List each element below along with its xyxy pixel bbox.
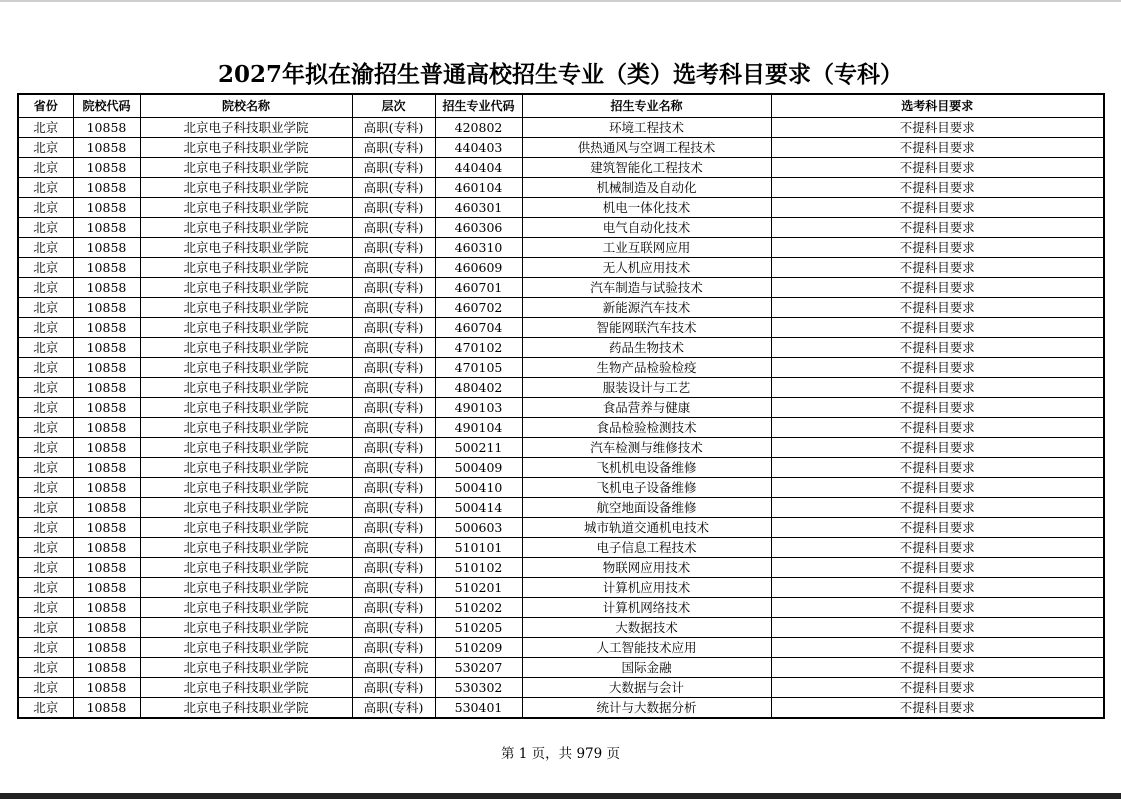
table-row bbox=[18, 218, 1104, 238]
cell-school-name: 北京电子科技职业学院 bbox=[140, 178, 352, 198]
cell-subject-requirement: 不提科目要求 bbox=[771, 118, 1104, 138]
table-row bbox=[18, 378, 1104, 398]
header-province: 省份 bbox=[18, 94, 73, 118]
cell-school-code: 10858 bbox=[73, 258, 140, 278]
cell-level: 高职(专科) bbox=[352, 458, 435, 478]
cell-province: 北京 bbox=[18, 418, 73, 438]
table-row bbox=[18, 138, 1104, 158]
cell-major-name: 供热通风与空调工程技术 bbox=[522, 138, 771, 158]
cell-school-name: 北京电子科技职业学院 bbox=[140, 378, 352, 398]
cell-subject-requirement: 不提科目要求 bbox=[771, 618, 1104, 638]
cell-school-name: 北京电子科技职业学院 bbox=[140, 418, 352, 438]
cell-major-code: 460306 bbox=[435, 218, 522, 238]
table-row bbox=[18, 398, 1104, 418]
cell-school-code: 10858 bbox=[73, 338, 140, 358]
cell-school-code: 10858 bbox=[73, 518, 140, 538]
cell-subject-requirement: 不提科目要求 bbox=[771, 358, 1104, 378]
cell-school-name: 北京电子科技职业学院 bbox=[140, 658, 352, 678]
cell-province: 北京 bbox=[18, 678, 73, 698]
cell-school-code: 10858 bbox=[73, 178, 140, 198]
cell-subject-requirement: 不提科目要求 bbox=[771, 158, 1104, 178]
cell-major-code: 440403 bbox=[435, 138, 522, 158]
cell-school-code: 10858 bbox=[73, 558, 140, 578]
cell-province: 北京 bbox=[18, 278, 73, 298]
cell-school-code: 10858 bbox=[73, 198, 140, 218]
cell-school-name: 北京电子科技职业学院 bbox=[140, 358, 352, 378]
cell-subject-requirement: 不提科目要求 bbox=[771, 258, 1104, 278]
cell-province: 北京 bbox=[18, 698, 73, 719]
cell-subject-requirement: 不提科目要求 bbox=[771, 678, 1104, 698]
cell-province: 北京 bbox=[18, 378, 73, 398]
cell-subject-requirement: 不提科目要求 bbox=[771, 198, 1104, 218]
table-header-row bbox=[18, 94, 1104, 118]
table-row bbox=[18, 278, 1104, 298]
cell-province: 北京 bbox=[18, 498, 73, 518]
cell-subject-requirement: 不提科目要求 bbox=[771, 578, 1104, 598]
table-row bbox=[18, 238, 1104, 258]
cell-subject-requirement: 不提科目要求 bbox=[771, 318, 1104, 338]
cell-major-code: 460609 bbox=[435, 258, 522, 278]
cell-level: 高职(专科) bbox=[352, 358, 435, 378]
cell-subject-requirement: 不提科目要求 bbox=[771, 138, 1104, 158]
cell-major-name: 国际金融 bbox=[522, 658, 771, 678]
cell-major-name: 新能源汽车技术 bbox=[522, 298, 771, 318]
cell-subject-requirement: 不提科目要求 bbox=[771, 458, 1104, 478]
cell-school-code: 10858 bbox=[73, 598, 140, 618]
cell-subject-requirement: 不提科目要求 bbox=[771, 658, 1104, 678]
cell-major-code: 420802 bbox=[435, 118, 522, 138]
cell-major-code: 500211 bbox=[435, 438, 522, 458]
cell-school-code: 10858 bbox=[73, 538, 140, 558]
cell-school-name: 北京电子科技职业学院 bbox=[140, 578, 352, 598]
header-major-code: 招生专业代码 bbox=[435, 94, 522, 118]
table-row bbox=[18, 478, 1104, 498]
table-row bbox=[18, 498, 1104, 518]
cell-major-code: 510101 bbox=[435, 538, 522, 558]
cell-province: 北京 bbox=[18, 358, 73, 378]
cell-school-name: 北京电子科技职业学院 bbox=[140, 518, 352, 538]
cell-subject-requirement: 不提科目要求 bbox=[771, 278, 1104, 298]
cell-major-name: 食品检验检测技术 bbox=[522, 418, 771, 438]
table-row bbox=[18, 598, 1104, 618]
table-row bbox=[18, 658, 1104, 678]
cell-school-name: 北京电子科技职业学院 bbox=[140, 318, 352, 338]
table-row bbox=[18, 318, 1104, 338]
cell-school-code: 10858 bbox=[73, 638, 140, 658]
cell-school-name: 北京电子科技职业学院 bbox=[140, 558, 352, 578]
cell-level: 高职(专科) bbox=[352, 678, 435, 698]
cell-level: 高职(专科) bbox=[352, 578, 435, 598]
cell-level: 高职(专科) bbox=[352, 618, 435, 638]
cell-school-name: 北京电子科技职业学院 bbox=[140, 678, 352, 698]
cell-province: 北京 bbox=[18, 598, 73, 618]
cell-major-name: 物联网应用技术 bbox=[522, 558, 771, 578]
cell-major-name: 环境工程技术 bbox=[522, 118, 771, 138]
cell-major-name: 电气自动化技术 bbox=[522, 218, 771, 238]
cell-school-code: 10858 bbox=[73, 458, 140, 478]
cell-major-code: 460702 bbox=[435, 298, 522, 318]
cell-level: 高职(专科) bbox=[352, 258, 435, 278]
cell-major-name: 航空地面设备维修 bbox=[522, 498, 771, 518]
table-row bbox=[18, 178, 1104, 198]
cell-major-code: 440404 bbox=[435, 158, 522, 178]
cell-school-name: 北京电子科技职业学院 bbox=[140, 218, 352, 238]
cell-major-name: 药品生物技术 bbox=[522, 338, 771, 358]
table-row bbox=[18, 558, 1104, 578]
cell-subject-requirement: 不提科目要求 bbox=[771, 438, 1104, 458]
cell-province: 北京 bbox=[18, 518, 73, 538]
cell-major-code: 500603 bbox=[435, 518, 522, 538]
cell-subject-requirement: 不提科目要求 bbox=[771, 378, 1104, 398]
cell-major-name: 城市轨道交通机电技术 bbox=[522, 518, 771, 538]
cell-major-code: 530207 bbox=[435, 658, 522, 678]
cell-level: 高职(专科) bbox=[352, 338, 435, 358]
cell-province: 北京 bbox=[18, 618, 73, 638]
cell-school-code: 10858 bbox=[73, 378, 140, 398]
cell-level: 高职(专科) bbox=[352, 178, 435, 198]
cell-school-name: 北京电子科技职业学院 bbox=[140, 458, 352, 478]
cell-province: 北京 bbox=[18, 338, 73, 358]
cell-level: 高职(专科) bbox=[352, 318, 435, 338]
table-row bbox=[18, 638, 1104, 658]
cell-school-name: 北京电子科技职业学院 bbox=[140, 498, 352, 518]
cell-major-name: 机电一体化技术 bbox=[522, 198, 771, 218]
cell-major-name: 电子信息工程技术 bbox=[522, 538, 771, 558]
cell-major-name: 大数据与会计 bbox=[522, 678, 771, 698]
cell-major-name: 飞机电子设备维修 bbox=[522, 478, 771, 498]
header-school-code: 院校代码 bbox=[73, 94, 140, 118]
cell-major-code: 470102 bbox=[435, 338, 522, 358]
cell-school-name: 北京电子科技职业学院 bbox=[140, 438, 352, 458]
table-row bbox=[18, 338, 1104, 358]
cell-school-name: 北京电子科技职业学院 bbox=[140, 478, 352, 498]
cell-province: 北京 bbox=[18, 398, 73, 418]
cell-major-code: 530401 bbox=[435, 698, 522, 719]
cell-school-code: 10858 bbox=[73, 158, 140, 178]
cell-subject-requirement: 不提科目要求 bbox=[771, 538, 1104, 558]
cell-major-code: 510202 bbox=[435, 598, 522, 618]
cell-major-name: 服装设计与工艺 bbox=[522, 378, 771, 398]
cell-major-code: 470105 bbox=[435, 358, 522, 378]
cell-major-name: 汽车检测与维修技术 bbox=[522, 438, 771, 458]
cell-level: 高职(专科) bbox=[352, 278, 435, 298]
bottom-edge-bar bbox=[0, 793, 1121, 799]
cell-subject-requirement: 不提科目要求 bbox=[771, 498, 1104, 518]
cell-major-code: 490103 bbox=[435, 398, 522, 418]
cell-school-name: 北京电子科技职业学院 bbox=[140, 278, 352, 298]
cell-province: 北京 bbox=[18, 238, 73, 258]
cell-school-code: 10858 bbox=[73, 218, 140, 238]
table-row bbox=[18, 458, 1104, 478]
cell-level: 高职(专科) bbox=[352, 498, 435, 518]
cell-school-name: 北京电子科技职业学院 bbox=[140, 198, 352, 218]
cell-school-code: 10858 bbox=[73, 498, 140, 518]
header-school-name: 院校名称 bbox=[140, 94, 352, 118]
cell-school-code: 10858 bbox=[73, 398, 140, 418]
cell-major-code: 460301 bbox=[435, 198, 522, 218]
cell-major-code: 510205 bbox=[435, 618, 522, 638]
cell-province: 北京 bbox=[18, 258, 73, 278]
header-subject-requirement: 选考科目要求 bbox=[771, 94, 1104, 118]
table-row bbox=[18, 618, 1104, 638]
cell-school-code: 10858 bbox=[73, 658, 140, 678]
cell-school-code: 10858 bbox=[73, 298, 140, 318]
cell-school-code: 10858 bbox=[73, 438, 140, 458]
cell-subject-requirement: 不提科目要求 bbox=[771, 218, 1104, 238]
cell-school-code: 10858 bbox=[73, 318, 140, 338]
cell-school-code: 10858 bbox=[73, 118, 140, 138]
cell-school-name: 北京电子科技职业学院 bbox=[140, 118, 352, 138]
cell-major-code: 510209 bbox=[435, 638, 522, 658]
cell-province: 北京 bbox=[18, 118, 73, 138]
table-body bbox=[18, 118, 1104, 719]
page-title: 2027年拟在渝招生普通高校招生专业（类）选考科目要求（专科） bbox=[217, 61, 903, 88]
page-footer: 第 1 页，共 979 页 bbox=[500, 746, 621, 762]
cell-major-name: 生物产品检验检疫 bbox=[522, 358, 771, 378]
cell-level: 高职(专科) bbox=[352, 698, 435, 719]
cell-school-code: 10858 bbox=[73, 478, 140, 498]
cell-school-name: 北京电子科技职业学院 bbox=[140, 298, 352, 318]
cell-level: 高职(专科) bbox=[352, 518, 435, 538]
top-edge-line bbox=[0, 0, 1121, 2]
cell-subject-requirement: 不提科目要求 bbox=[771, 638, 1104, 658]
table-row bbox=[18, 158, 1104, 178]
cell-province: 北京 bbox=[18, 218, 73, 238]
cell-level: 高职(专科) bbox=[352, 598, 435, 618]
cell-subject-requirement: 不提科目要求 bbox=[771, 598, 1104, 618]
cell-level: 高职(专科) bbox=[352, 298, 435, 318]
cell-major-code: 510201 bbox=[435, 578, 522, 598]
cell-major-name: 机械制造及自动化 bbox=[522, 178, 771, 198]
cell-major-code: 480402 bbox=[435, 378, 522, 398]
cell-major-code: 500409 bbox=[435, 458, 522, 478]
cell-school-name: 北京电子科技职业学院 bbox=[140, 158, 352, 178]
cell-province: 北京 bbox=[18, 138, 73, 158]
table-row bbox=[18, 298, 1104, 318]
cell-major-name: 工业互联网应用 bbox=[522, 238, 771, 258]
table-row bbox=[18, 678, 1104, 698]
cell-school-code: 10858 bbox=[73, 278, 140, 298]
cell-province: 北京 bbox=[18, 578, 73, 598]
cell-subject-requirement: 不提科目要求 bbox=[771, 178, 1104, 198]
cell-level: 高职(专科) bbox=[352, 398, 435, 418]
cell-major-name: 人工智能技术应用 bbox=[522, 638, 771, 658]
cell-major-code: 500410 bbox=[435, 478, 522, 498]
table-row bbox=[18, 438, 1104, 458]
cell-major-name: 飞机机电设备维修 bbox=[522, 458, 771, 478]
cell-province: 北京 bbox=[18, 158, 73, 178]
cell-subject-requirement: 不提科目要求 bbox=[771, 338, 1104, 358]
cell-major-name: 大数据技术 bbox=[522, 618, 771, 638]
cell-school-code: 10858 bbox=[73, 358, 140, 378]
cell-major-name: 统计与大数据分析 bbox=[522, 698, 771, 719]
cell-level: 高职(专科) bbox=[352, 198, 435, 218]
header-major-name: 招生专业名称 bbox=[522, 94, 771, 118]
cell-province: 北京 bbox=[18, 638, 73, 658]
cell-level: 高职(专科) bbox=[352, 218, 435, 238]
cell-school-code: 10858 bbox=[73, 678, 140, 698]
cell-province: 北京 bbox=[18, 478, 73, 498]
cell-level: 高职(专科) bbox=[352, 238, 435, 258]
cell-level: 高职(专科) bbox=[352, 638, 435, 658]
cell-major-name: 智能网联汽车技术 bbox=[522, 318, 771, 338]
table-row bbox=[18, 578, 1104, 598]
table-row bbox=[18, 258, 1104, 278]
cell-province: 北京 bbox=[18, 538, 73, 558]
cell-province: 北京 bbox=[18, 458, 73, 478]
cell-level: 高职(专科) bbox=[352, 438, 435, 458]
cell-school-code: 10858 bbox=[73, 698, 140, 719]
cell-province: 北京 bbox=[18, 438, 73, 458]
cell-major-name: 建筑智能化工程技术 bbox=[522, 158, 771, 178]
table-row bbox=[18, 538, 1104, 558]
cell-province: 北京 bbox=[18, 318, 73, 338]
cell-school-name: 北京电子科技职业学院 bbox=[140, 258, 352, 278]
cell-school-name: 北京电子科技职业学院 bbox=[140, 638, 352, 658]
cell-major-name: 无人机应用技术 bbox=[522, 258, 771, 278]
requirements-table bbox=[17, 93, 1105, 719]
cell-school-code: 10858 bbox=[73, 238, 140, 258]
cell-level: 高职(专科) bbox=[352, 118, 435, 138]
cell-subject-requirement: 不提科目要求 bbox=[771, 418, 1104, 438]
cell-school-name: 北京电子科技职业学院 bbox=[140, 398, 352, 418]
cell-school-name: 北京电子科技职业学院 bbox=[140, 698, 352, 719]
cell-major-code: 460104 bbox=[435, 178, 522, 198]
cell-subject-requirement: 不提科目要求 bbox=[771, 698, 1104, 719]
cell-major-name: 计算机应用技术 bbox=[522, 578, 771, 598]
cell-major-name: 汽车制造与试验技术 bbox=[522, 278, 771, 298]
table-row bbox=[18, 518, 1104, 538]
cell-major-name: 食品营养与健康 bbox=[522, 398, 771, 418]
cell-province: 北京 bbox=[18, 558, 73, 578]
table-row bbox=[18, 198, 1104, 218]
table-row bbox=[18, 418, 1104, 438]
cell-province: 北京 bbox=[18, 178, 73, 198]
cell-level: 高职(专科) bbox=[352, 138, 435, 158]
table-row bbox=[18, 698, 1104, 719]
table-row bbox=[18, 118, 1104, 138]
cell-school-code: 10858 bbox=[73, 578, 140, 598]
cell-major-code: 460310 bbox=[435, 238, 522, 258]
cell-level: 高职(专科) bbox=[352, 418, 435, 438]
cell-level: 高职(专科) bbox=[352, 558, 435, 578]
cell-school-name: 北京电子科技职业学院 bbox=[140, 618, 352, 638]
cell-subject-requirement: 不提科目要求 bbox=[771, 298, 1104, 318]
cell-school-code: 10858 bbox=[73, 138, 140, 158]
cell-major-code: 510102 bbox=[435, 558, 522, 578]
cell-major-name: 计算机网络技术 bbox=[522, 598, 771, 618]
cell-major-code: 490104 bbox=[435, 418, 522, 438]
cell-subject-requirement: 不提科目要求 bbox=[771, 558, 1104, 578]
cell-major-code: 460701 bbox=[435, 278, 522, 298]
cell-level: 高职(专科) bbox=[352, 658, 435, 678]
header-level: 层次 bbox=[352, 94, 435, 118]
cell-subject-requirement: 不提科目要求 bbox=[771, 398, 1104, 418]
cell-school-name: 北京电子科技职业学院 bbox=[140, 138, 352, 158]
cell-level: 高职(专科) bbox=[352, 478, 435, 498]
table-row bbox=[18, 358, 1104, 378]
cell-school-name: 北京电子科技职业学院 bbox=[140, 598, 352, 618]
cell-school-code: 10858 bbox=[73, 618, 140, 638]
cell-province: 北京 bbox=[18, 658, 73, 678]
cell-school-name: 北京电子科技职业学院 bbox=[140, 338, 352, 358]
cell-subject-requirement: 不提科目要求 bbox=[771, 238, 1104, 258]
cell-subject-requirement: 不提科目要求 bbox=[771, 478, 1104, 498]
cell-province: 北京 bbox=[18, 198, 73, 218]
cell-major-code: 500414 bbox=[435, 498, 522, 518]
cell-major-code: 530302 bbox=[435, 678, 522, 698]
cell-major-code: 460704 bbox=[435, 318, 522, 338]
cell-school-name: 北京电子科技职业学院 bbox=[140, 538, 352, 558]
cell-level: 高职(专科) bbox=[352, 538, 435, 558]
cell-level: 高职(专科) bbox=[352, 158, 435, 178]
cell-subject-requirement: 不提科目要求 bbox=[771, 518, 1104, 538]
cell-province: 北京 bbox=[18, 298, 73, 318]
cell-level: 高职(专科) bbox=[352, 378, 435, 398]
cell-school-name: 北京电子科技职业学院 bbox=[140, 238, 352, 258]
cell-school-code: 10858 bbox=[73, 418, 140, 438]
